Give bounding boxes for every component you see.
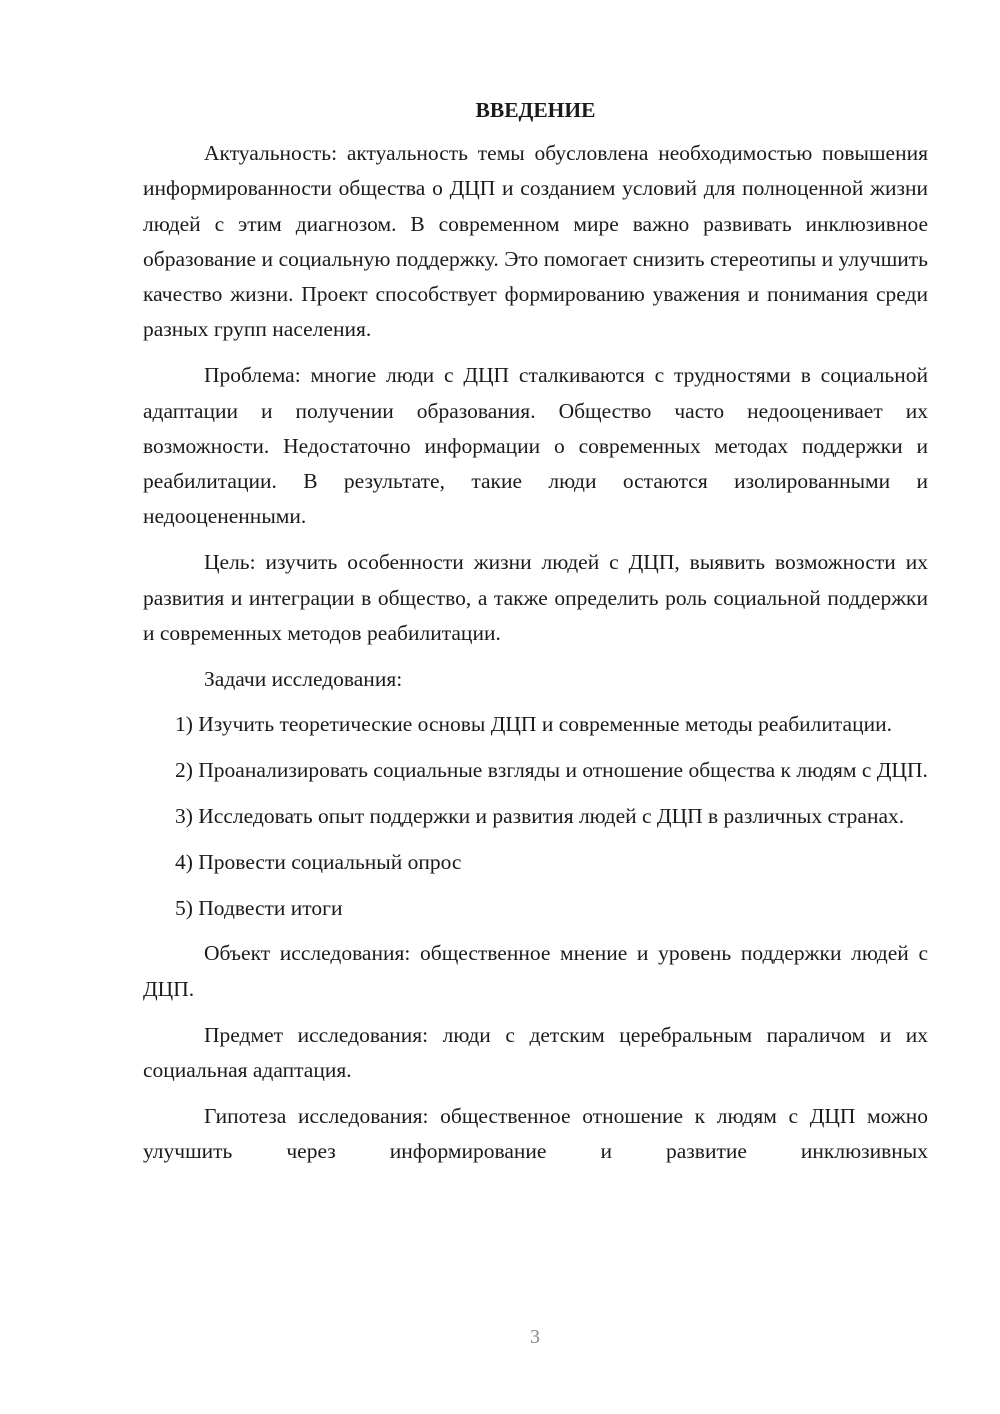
paragraph-problem: Проблема: многие люди с ДЦП сталкиваются с трудностями в социальной адаптации и получении образования. Общество часто недооценивает их возможности. Недостаточно информации о современных методах поддержки и реабилитации. В результате, такие люди остаются изолированными и недооцененными. bbox=[143, 363, 928, 529]
paragraph-goal: Цель: изучить особенности жизни людей с ДЦП, выявить возможности их развития и интеграции в общество, а также определить роль социальной поддержки и современных методов реабилитации. bbox=[143, 550, 928, 645]
paragraph-relevance: Актуальность: актуальность темы обусловлена необходимостью повышения информированности общества о ДЦП и созданием условий для полноценной жизни людей с этим диагнозом. В современном мире важно развивать инклюзивное образование и социальную поддержку. Это помогает снизить стереотипы и улучшить качество жизни. Проект способствует формированию уважения и понимания среди разных групп населения. bbox=[143, 141, 928, 342]
list-item-task-4: 4) Провести социальный опрос bbox=[175, 849, 462, 874]
page-number: 3 bbox=[530, 1326, 540, 1348]
list-item-task-3: 3) Исследовать опыт поддержки и развития людей с ДЦП в различных странах. bbox=[175, 804, 905, 829]
paragraph-tasks-heading: Задачи исследования: bbox=[204, 666, 403, 691]
paragraph-object: Объект исследования: общественное мнение и уровень поддержки людей с ДЦП. bbox=[143, 941, 928, 1001]
document-page bbox=[143, 90, 928, 1169]
list-item-task-1: 1) Изучить теоретические основы ДЦП и современные методы реабилитации. bbox=[175, 712, 892, 737]
paragraph-hypothesis: Гипотеза исследования: общественное отношение к людям с ДЦП можно улучшить через информирование и развитие инклюзивных bbox=[143, 1103, 928, 1163]
section-title: ВВЕДЕНИЕ bbox=[475, 98, 596, 122]
paragraph-subject: Предмет исследования: люди с детским церебральным параличом и их социальная адаптация. bbox=[143, 1022, 928, 1082]
list-item-task-5: 5) Подвести итоги bbox=[175, 895, 343, 920]
list-item-task-2: 2) Проанализировать социальные взгляды и отношение общества к людям с ДЦП. bbox=[175, 758, 928, 783]
